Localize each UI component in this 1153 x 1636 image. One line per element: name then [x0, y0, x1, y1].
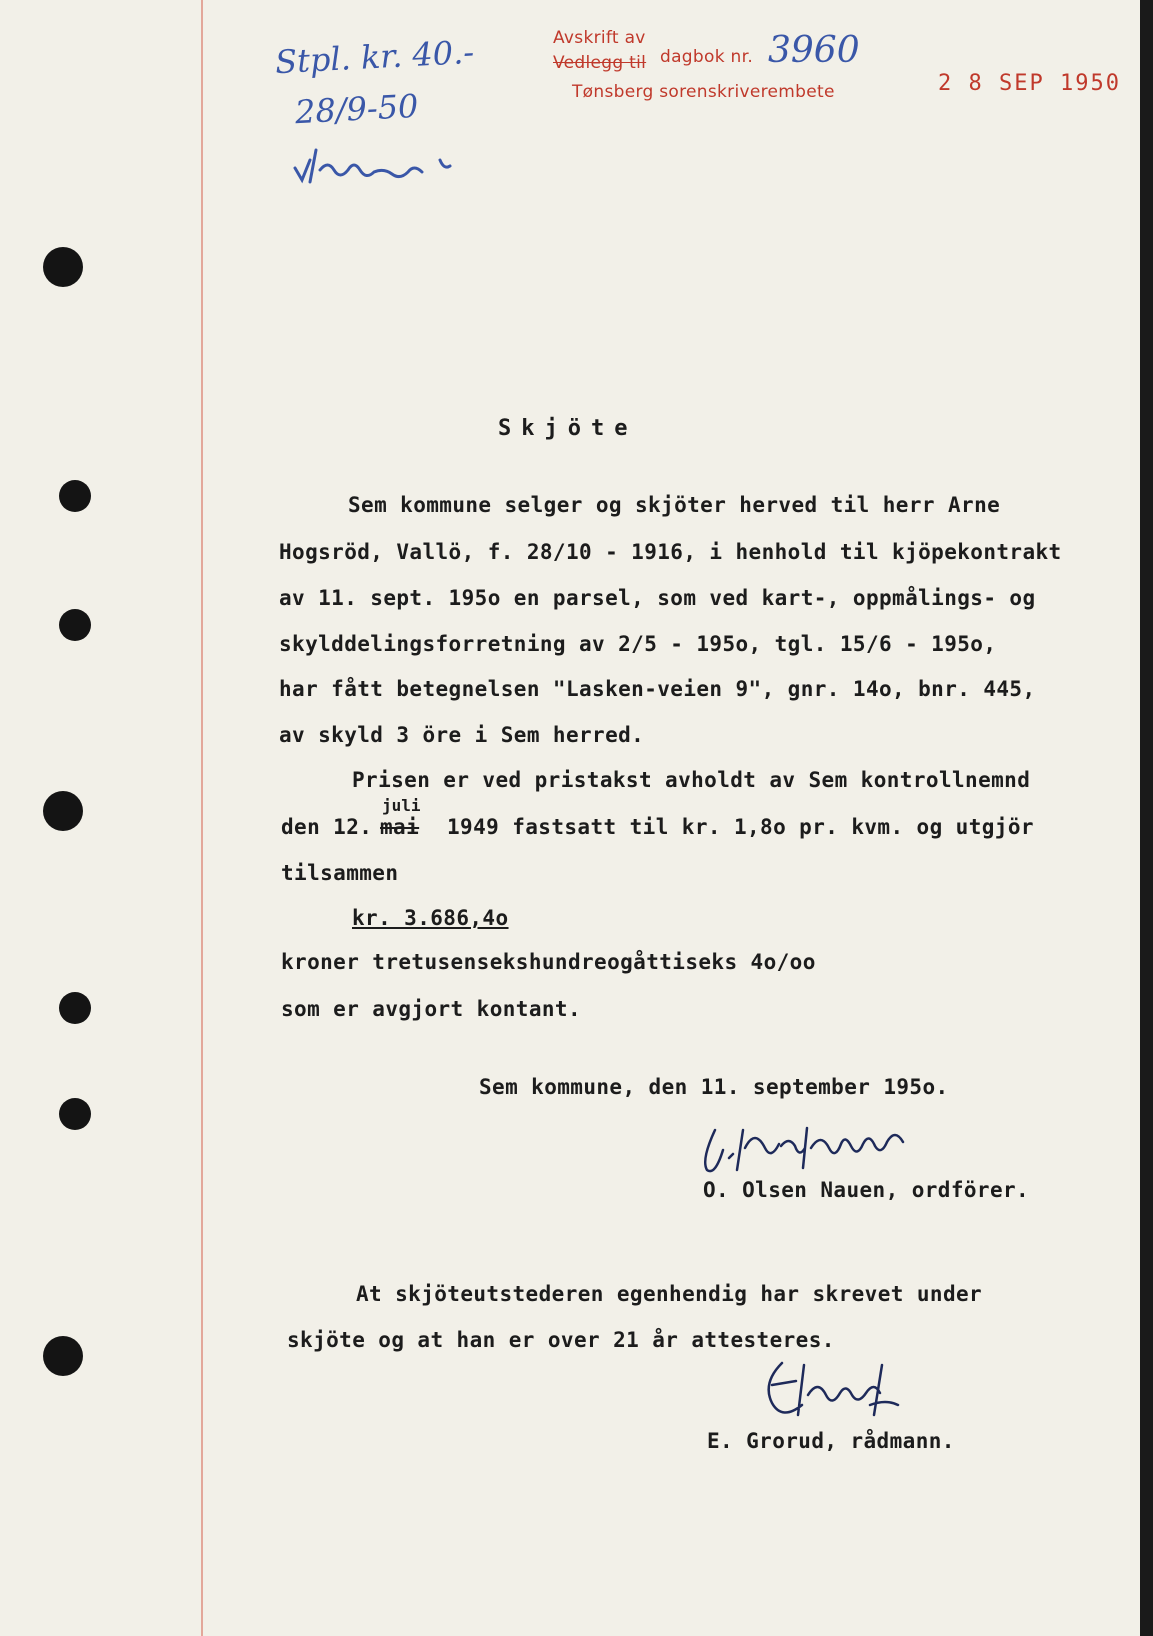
body-line: skylddelingsforretning av 2/5 - 195o, tgl. 15/6 - 195o,: [279, 632, 997, 656]
signer-radmann: E. Grorud, rådmann.: [707, 1429, 955, 1453]
binder-hole: [59, 992, 91, 1024]
binder-hole: [59, 1098, 91, 1130]
binder-hole: [43, 247, 83, 287]
signer-ordforer: O. Olsen Nauen, ordförer.: [703, 1178, 1030, 1202]
binder-hole: [43, 1336, 83, 1376]
binder-hole: [59, 609, 91, 641]
dagbok-number: 3960: [768, 30, 860, 71]
place-date: Sem kommune, den 11. september 195o.: [479, 1075, 949, 1099]
attest-line: skjöte og at han er over 21 år attesteres.: [287, 1328, 835, 1352]
amount-words: kroner tretusensekshundreogåttiseks 4o/oo: [281, 950, 816, 974]
handwritten-date: 28/9-50: [294, 86, 420, 132]
body-line: Prisen er ved pristakst avholdt av Sem kontrollnemnd: [352, 768, 1031, 792]
stamp-dagbok: dagbok nr.: [660, 47, 754, 67]
payment-line: som er avgjort kontant.: [281, 997, 581, 1021]
body-line: av 11. sept. 195o en parsel, som ved kart-, oppmålings- og: [279, 586, 1036, 610]
attest-line: At skjöteutstederen egenhendig har skrevet under: [356, 1282, 983, 1306]
body-line: har fått betegnelsen "Lasken-veien 9", gnr. 14o, bnr. 445,: [279, 677, 1036, 701]
body-line: Hogsröd, Vallö, f. 28/10 - 1916, i henhold til kjöpekontrakt: [279, 540, 1062, 564]
handwritten-stamp-fee: Stpl. kr. 40.-: [274, 32, 475, 82]
body-line: den 12.: [281, 815, 373, 839]
stamp-avskrift: Avskrift av: [553, 28, 646, 48]
binder-hole: [59, 480, 91, 512]
body-line: av skyld 3 öre i Sem herred.: [279, 723, 645, 747]
binder-hole: [43, 791, 83, 831]
margin-line: [201, 0, 203, 1636]
document-title: Skjöte: [498, 416, 638, 441]
stamp-vedlegg-struck: Vedlegg til: [553, 53, 647, 73]
signature-olsen-nauen: [695, 1118, 955, 1180]
body-line: Sem kommune selger og skjöter herved til herr Arne: [348, 493, 1001, 517]
inserted-word: juli: [382, 796, 421, 815]
date-stamp: 2 8 SEP 1950: [938, 71, 1121, 96]
body-line: 1949 fastsatt til kr. 1,8o pr. kvm. og utgjör: [447, 815, 1034, 839]
struck-word: mai: [380, 815, 420, 839]
stamp-office: Tønsberg sorenskriverembete: [572, 82, 835, 102]
signature-grorud: [752, 1355, 952, 1435]
handwritten-initials-signature: [290, 140, 470, 190]
body-line: tilsammen: [281, 861, 399, 885]
amount: kr. 3.686,4o: [352, 906, 509, 930]
